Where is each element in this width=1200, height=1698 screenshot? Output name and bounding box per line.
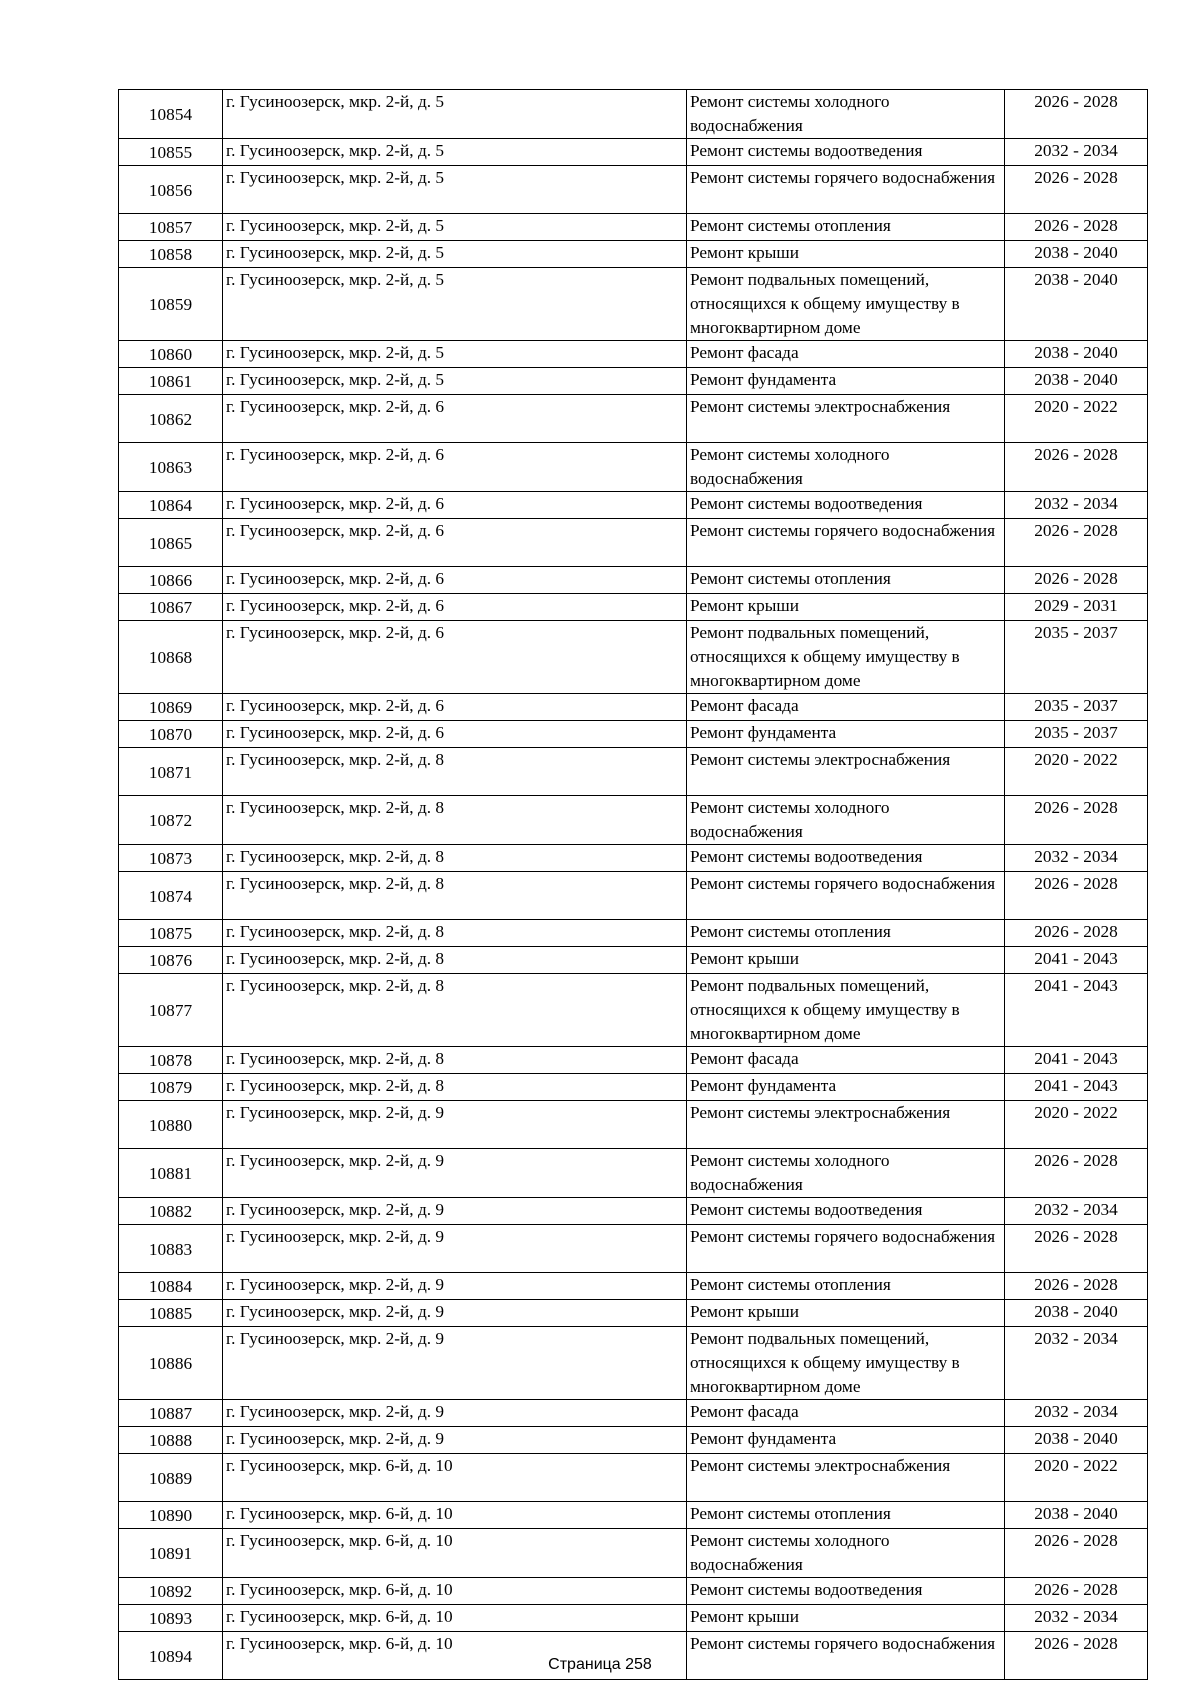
row-address: г. Гусиноозерск, мкр. 2-й, д. 8	[223, 796, 687, 845]
row-number: 10888	[119, 1427, 223, 1454]
row-number: 10887	[119, 1400, 223, 1427]
table-row	[119, 1502, 1148, 1529]
table-row	[119, 341, 1148, 368]
row-work-type: Ремонт крыши	[687, 1605, 1005, 1632]
row-period: 2020 - 2022	[1005, 1101, 1148, 1149]
row-number: 10889	[119, 1454, 223, 1502]
row-address: г. Гусиноозерск, мкр. 6-й, д. 10	[223, 1529, 687, 1578]
row-period: 2026 - 2028	[1005, 1273, 1148, 1300]
row-period: 2026 - 2028	[1005, 166, 1148, 214]
row-period: 2026 - 2028	[1005, 796, 1148, 845]
row-period: 2035 - 2037	[1005, 621, 1148, 694]
row-number: 10885	[119, 1300, 223, 1327]
row-work-type: Ремонт системы водоотведения	[687, 1198, 1005, 1225]
row-period: 2038 - 2040	[1005, 268, 1148, 341]
row-address: г. Гусиноозерск, мкр. 2-й, д. 8	[223, 974, 687, 1047]
table-row	[119, 1225, 1148, 1273]
table-row	[119, 1198, 1148, 1225]
row-number: 10855	[119, 139, 223, 166]
row-number: 10862	[119, 395, 223, 443]
row-number: 10864	[119, 492, 223, 519]
document-page	[118, 89, 1147, 1680]
row-work-type: Ремонт крыши	[687, 947, 1005, 974]
table-row	[119, 796, 1148, 845]
row-address: г. Гусиноозерск, мкр. 2-й, д. 6	[223, 694, 687, 721]
row-period: 2026 - 2028	[1005, 1225, 1148, 1273]
row-work-type: Ремонт крыши	[687, 241, 1005, 268]
row-period: 2038 - 2040	[1005, 1427, 1148, 1454]
row-address: г. Гусиноозерск, мкр. 2-й, д. 9	[223, 1300, 687, 1327]
table-row	[119, 845, 1148, 872]
row-period: 2032 - 2034	[1005, 1198, 1148, 1225]
row-number: 10874	[119, 872, 223, 920]
row-address: г. Гусиноозерск, мкр. 2-й, д. 5	[223, 241, 687, 268]
row-address: г. Гусиноозерск, мкр. 2-й, д. 6	[223, 567, 687, 594]
row-number: 10890	[119, 1502, 223, 1529]
row-work-type: Ремонт крыши	[687, 1300, 1005, 1327]
row-period: 2041 - 2043	[1005, 1074, 1148, 1101]
row-period: 2026 - 2028	[1005, 90, 1148, 139]
table-row	[119, 1454, 1148, 1502]
row-address: г. Гусиноозерск, мкр. 2-й, д. 8	[223, 947, 687, 974]
row-period: 2032 - 2034	[1005, 1327, 1148, 1400]
row-work-type: Ремонт системы отопления	[687, 1502, 1005, 1529]
row-period: 2035 - 2037	[1005, 694, 1148, 721]
row-work-type: Ремонт системы водоотведения	[687, 1578, 1005, 1605]
row-address: г. Гусиноозерск, мкр. 2-й, д. 8	[223, 1047, 687, 1074]
repair-schedule-table	[118, 89, 1148, 1680]
row-work-type: Ремонт системы водоотведения	[687, 139, 1005, 166]
table-row	[119, 1327, 1148, 1400]
row-address: г. Гусиноозерск, мкр. 2-й, д. 6	[223, 395, 687, 443]
row-number: 10869	[119, 694, 223, 721]
row-number: 10863	[119, 443, 223, 492]
row-period: 2032 - 2034	[1005, 1400, 1148, 1427]
row-number: 10867	[119, 594, 223, 621]
row-number: 10859	[119, 268, 223, 341]
row-work-type: Ремонт подвальных помещений, относящихся к общему имуществу в многоквартирном доме	[687, 268, 1005, 341]
row-period: 2026 - 2028	[1005, 920, 1148, 947]
row-period: 2029 - 2031	[1005, 594, 1148, 621]
row-work-type: Ремонт системы холодного водоснабжения	[687, 796, 1005, 845]
row-period: 2038 - 2040	[1005, 241, 1148, 268]
row-address: г. Гусиноозерск, мкр. 6-й, д. 10	[223, 1578, 687, 1605]
row-number: 10881	[119, 1149, 223, 1198]
row-address: г. Гусиноозерск, мкр. 2-й, д. 8	[223, 748, 687, 796]
row-work-type: Ремонт системы электроснабжения	[687, 1101, 1005, 1149]
row-period: 2026 - 2028	[1005, 1149, 1148, 1198]
row-work-type: Ремонт фундамента	[687, 1427, 1005, 1454]
row-address: г. Гусиноозерск, мкр. 2-й, д. 9	[223, 1149, 687, 1198]
row-period: 2038 - 2040	[1005, 1300, 1148, 1327]
row-number: 10873	[119, 845, 223, 872]
row-number: 10866	[119, 567, 223, 594]
row-period: 2032 - 2034	[1005, 139, 1148, 166]
row-work-type: Ремонт фундамента	[687, 368, 1005, 395]
row-address: г. Гусиноозерск, мкр. 2-й, д. 8	[223, 872, 687, 920]
table-row	[119, 872, 1148, 920]
table-row	[119, 90, 1148, 139]
row-address: г. Гусиноозерск, мкр. 2-й, д. 5	[223, 166, 687, 214]
table-row	[119, 139, 1148, 166]
table-row	[119, 1400, 1148, 1427]
table-row	[119, 748, 1148, 796]
table-row	[119, 1273, 1148, 1300]
row-work-type: Ремонт системы отопления	[687, 214, 1005, 241]
row-address: г. Гусиноозерск, мкр. 2-й, д. 5	[223, 368, 687, 395]
row-address: г. Гусиноозерск, мкр. 2-й, д. 5	[223, 341, 687, 368]
row-work-type: Ремонт системы горячего водоснабжения	[687, 519, 1005, 567]
table-row	[119, 1101, 1148, 1149]
row-work-type: Ремонт фасада	[687, 694, 1005, 721]
row-period: 2035 - 2037	[1005, 721, 1148, 748]
row-number: 10894	[119, 1632, 223, 1680]
row-address: г. Гусиноозерск, мкр. 6-й, д. 10	[223, 1605, 687, 1632]
row-period: 2032 - 2034	[1005, 845, 1148, 872]
row-work-type: Ремонт системы холодного водоснабжения	[687, 1529, 1005, 1578]
row-work-type: Ремонт фундамента	[687, 1074, 1005, 1101]
row-work-type: Ремонт подвальных помещений, относящихся к общему имуществу в многоквартирном доме	[687, 974, 1005, 1047]
row-address: г. Гусиноозерск, мкр. 2-й, д. 5	[223, 268, 687, 341]
row-number: 10870	[119, 721, 223, 748]
row-address: г. Гусиноозерск, мкр. 2-й, д. 8	[223, 845, 687, 872]
row-work-type: Ремонт подвальных помещений, относящихся к общему имуществу в многоквартирном доме	[687, 621, 1005, 694]
row-number: 10891	[119, 1529, 223, 1578]
row-address: г. Гусиноозерск, мкр. 2-й, д. 9	[223, 1427, 687, 1454]
row-period: 2026 - 2028	[1005, 1632, 1148, 1680]
row-address: г. Гусиноозерск, мкр. 2-й, д. 8	[223, 1074, 687, 1101]
row-work-type: Ремонт системы отопления	[687, 920, 1005, 947]
row-number: 10856	[119, 166, 223, 214]
row-address: г. Гусиноозерск, мкр. 2-й, д. 6	[223, 443, 687, 492]
row-period: 2020 - 2022	[1005, 395, 1148, 443]
row-period: 2038 - 2040	[1005, 1502, 1148, 1529]
row-address: г. Гусиноозерск, мкр. 2-й, д. 6	[223, 519, 687, 567]
row-address: г. Гусиноозерск, мкр. 2-й, д. 9	[223, 1400, 687, 1427]
row-work-type: Ремонт системы водоотведения	[687, 845, 1005, 872]
table-row	[119, 519, 1148, 567]
table-row	[119, 974, 1148, 1047]
table-row	[119, 214, 1148, 241]
row-period: 2041 - 2043	[1005, 1047, 1148, 1074]
row-work-type: Ремонт фасада	[687, 1047, 1005, 1074]
row-address: г. Гусиноозерск, мкр. 2-й, д. 6	[223, 594, 687, 621]
row-work-type: Ремонт системы горячего водоснабжения	[687, 1632, 1005, 1680]
row-number: 10865	[119, 519, 223, 567]
row-address: г. Гусиноозерск, мкр. 6-й, д. 10	[223, 1454, 687, 1502]
row-work-type: Ремонт фасада	[687, 1400, 1005, 1427]
table-body	[119, 90, 1148, 1680]
table-row	[119, 1300, 1148, 1327]
table-row	[119, 1149, 1148, 1198]
table-row	[119, 492, 1148, 519]
table-row	[119, 721, 1148, 748]
row-address: г. Гусиноозерск, мкр. 2-й, д. 5	[223, 139, 687, 166]
row-number: 10886	[119, 1327, 223, 1400]
row-number: 10883	[119, 1225, 223, 1273]
row-work-type: Ремонт системы холодного водоснабжения	[687, 1149, 1005, 1198]
row-address: г. Гусиноозерск, мкр. 6-й, д. 10	[223, 1632, 687, 1680]
row-address: г. Гусиноозерск, мкр. 2-й, д. 9	[223, 1101, 687, 1149]
row-period: 2041 - 2043	[1005, 947, 1148, 974]
row-number: 10893	[119, 1605, 223, 1632]
row-number: 10880	[119, 1101, 223, 1149]
row-period: 2026 - 2028	[1005, 872, 1148, 920]
row-work-type: Ремонт системы электроснабжения	[687, 1454, 1005, 1502]
row-work-type: Ремонт системы холодного водоснабжения	[687, 90, 1005, 139]
row-address: г. Гусиноозерск, мкр. 2-й, д. 6	[223, 492, 687, 519]
row-number: 10879	[119, 1074, 223, 1101]
row-work-type: Ремонт системы горячего водоснабжения	[687, 872, 1005, 920]
row-work-type: Ремонт фундамента	[687, 721, 1005, 748]
table-row	[119, 594, 1148, 621]
table-row	[119, 395, 1148, 443]
row-work-type: Ремонт системы отопления	[687, 567, 1005, 594]
table-row	[119, 1047, 1148, 1074]
row-period: 2026 - 2028	[1005, 519, 1148, 567]
table-row	[119, 443, 1148, 492]
table-row	[119, 1074, 1148, 1101]
row-number: 10876	[119, 947, 223, 974]
row-period: 2038 - 2040	[1005, 341, 1148, 368]
row-work-type: Ремонт системы горячего водоснабжения	[687, 1225, 1005, 1273]
row-address: г. Гусиноозерск, мкр. 2-й, д. 9	[223, 1225, 687, 1273]
page-number: Страница 258	[548, 1656, 652, 1673]
row-number: 10872	[119, 796, 223, 845]
row-period: 2026 - 2028	[1005, 1529, 1148, 1578]
row-address: г. Гусиноозерск, мкр. 2-й, д. 6	[223, 621, 687, 694]
table-row	[119, 1529, 1148, 1578]
row-number: 10871	[119, 748, 223, 796]
row-work-type: Ремонт системы электроснабжения	[687, 395, 1005, 443]
table-row	[119, 1578, 1148, 1605]
row-work-type: Ремонт системы водоотведения	[687, 492, 1005, 519]
row-address: г. Гусиноозерск, мкр. 2-й, д. 8	[223, 920, 687, 947]
table-row	[119, 166, 1148, 214]
row-address: г. Гусиноозерск, мкр. 2-й, д. 6	[223, 721, 687, 748]
table-row	[119, 368, 1148, 395]
row-number: 10882	[119, 1198, 223, 1225]
row-work-type: Ремонт подвальных помещений, относящихся к общему имуществу в многоквартирном доме	[687, 1327, 1005, 1400]
row-work-type: Ремонт системы отопления	[687, 1273, 1005, 1300]
row-period: 2041 - 2043	[1005, 974, 1148, 1047]
row-address: г. Гусиноозерск, мкр. 2-й, д. 5	[223, 214, 687, 241]
row-period: 2020 - 2022	[1005, 1454, 1148, 1502]
row-address: г. Гусиноозерск, мкр. 6-й, д. 10	[223, 1502, 687, 1529]
row-period: 2026 - 2028	[1005, 214, 1148, 241]
table-row	[119, 920, 1148, 947]
row-address: г. Гусиноозерск, мкр. 2-й, д. 9	[223, 1327, 687, 1400]
row-period: 2032 - 2034	[1005, 1605, 1148, 1632]
row-address: г. Гусиноозерск, мкр. 2-й, д. 9	[223, 1273, 687, 1300]
row-number: 10854	[119, 90, 223, 139]
row-period: 2026 - 2028	[1005, 443, 1148, 492]
row-work-type: Ремонт системы холодного водоснабжения	[687, 443, 1005, 492]
row-period: 2020 - 2022	[1005, 748, 1148, 796]
row-work-type: Ремонт системы электроснабжения	[687, 748, 1005, 796]
table-row	[119, 567, 1148, 594]
row-period: 2026 - 2028	[1005, 567, 1148, 594]
row-address: г. Гусиноозерск, мкр. 2-й, д. 5	[223, 90, 687, 139]
row-period: 2026 - 2028	[1005, 1578, 1148, 1605]
row-number: 10875	[119, 920, 223, 947]
row-number: 10858	[119, 241, 223, 268]
row-period: 2038 - 2040	[1005, 368, 1148, 395]
table-row	[119, 947, 1148, 974]
row-number: 10860	[119, 341, 223, 368]
row-number: 10878	[119, 1047, 223, 1074]
row-number: 10877	[119, 974, 223, 1047]
table-row	[119, 268, 1148, 341]
row-work-type: Ремонт фасада	[687, 341, 1005, 368]
row-period: 2032 - 2034	[1005, 492, 1148, 519]
row-number: 10857	[119, 214, 223, 241]
table-row	[119, 694, 1148, 721]
row-number: 10884	[119, 1273, 223, 1300]
row-number: 10861	[119, 368, 223, 395]
row-work-type: Ремонт крыши	[687, 594, 1005, 621]
row-address: г. Гусиноозерск, мкр. 2-й, д. 9	[223, 1198, 687, 1225]
row-number: 10892	[119, 1578, 223, 1605]
row-number: 10868	[119, 621, 223, 694]
table-row	[119, 241, 1148, 268]
table-row	[119, 1605, 1148, 1632]
row-work-type: Ремонт системы горячего водоснабжения	[687, 166, 1005, 214]
table-row	[119, 621, 1148, 694]
table-row	[119, 1427, 1148, 1454]
